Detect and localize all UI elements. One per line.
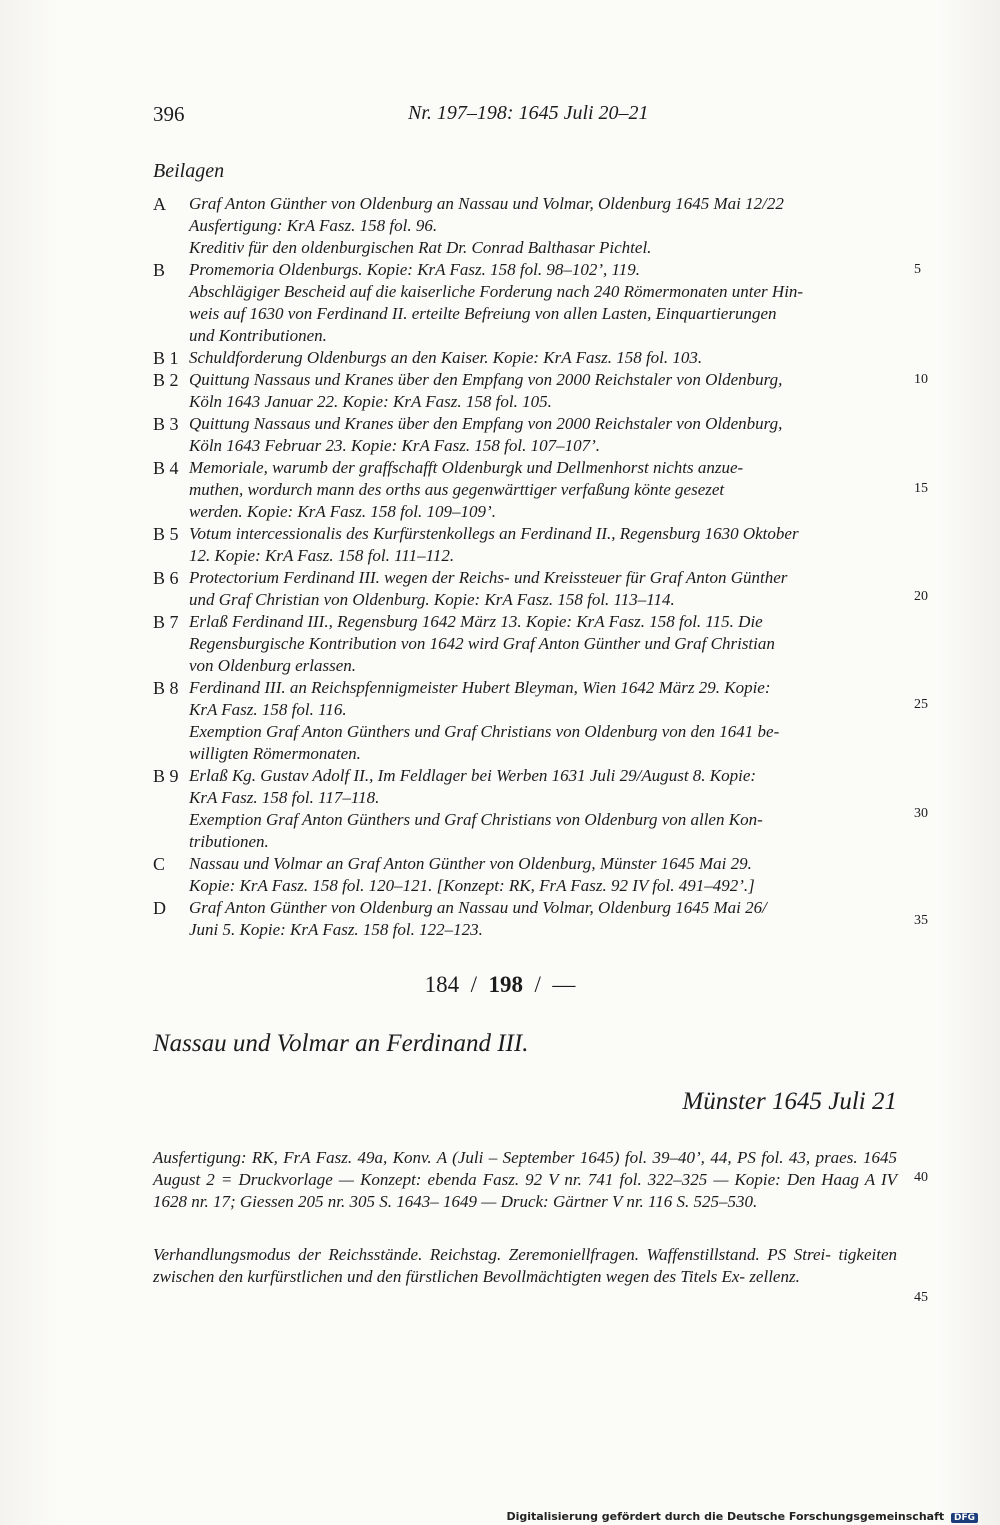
beilage-sigil: B 9 [153, 766, 179, 786]
beilage-sigil: C [153, 854, 166, 874]
beilage-entry [0, 611, 1000, 677]
beilage-entry [0, 523, 1000, 567]
summary-line: zellenz. [749, 1267, 800, 1286]
beilage-text [189, 611, 897, 677]
beilage-line: willigten Römermonaten. [189, 744, 361, 763]
beilage-sigil: B 5 [153, 524, 179, 544]
beilage-text [189, 567, 897, 611]
beilage-line: Erlaß Kg. Gustav Adolf II., Im Feldlager bei Werben 1631 Juli 29/August 8. Kopie: [189, 766, 757, 785]
footer-text: Digitalisierung gefördert durch die Deutsche Forschungsgemeinschaft [506, 1510, 945, 1523]
beilage-entry [0, 677, 1000, 765]
line-number: 20 [914, 589, 928, 604]
beilage-entry [0, 765, 1000, 853]
beilage-line: von Oldenburg erlassen. [189, 656, 356, 675]
document-summary [153, 1244, 897, 1288]
beilage-line: und Graf Christian von Oldenburg. Kopie: KrA Fasz. 158 fol. 113–114. [189, 590, 675, 609]
beilage-text [189, 897, 897, 941]
beilage-line: Köln 1643 Februar 23. Kopie: KrA Fasz. 158 fol. 107–107’. [189, 436, 600, 455]
separator: / [470, 972, 477, 997]
beilage-line: Protectorium Ferdinand III. wegen der Reichs- und Kreissteuer für Graf Anton Günther [189, 568, 788, 587]
document-number-left: 184 [424, 972, 460, 997]
beilage-text [189, 193, 897, 259]
beilage-line: Schuldforderung Oldenburgs an den Kaiser. Kopie: KrA Fasz. 158 fol. 103. [189, 348, 703, 367]
line-number: 30 [914, 806, 928, 821]
separator: / [534, 972, 541, 997]
beilage-line: Quittung Nassaus und Kranes über den Empfang von 2000 Reichstaler von Oldenburg, [189, 414, 783, 433]
beilage-text [189, 523, 897, 567]
beilage-line: werden. Kopie: KrA Fasz. 158 fol. 109–109’. [189, 502, 496, 521]
beilage-line: Votum intercessionalis des Kurfürstenkollegs an Ferdinand II., Regensburg 1630 Oktober [189, 524, 799, 543]
beilage-line: KrA Fasz. 158 fol. 116. [189, 700, 347, 719]
beilage-text [189, 259, 897, 347]
beilage-sigil: A [153, 194, 166, 214]
beilage-line: Kopie: KrA Fasz. 158 fol. 120–121. [Konzept: RK, FrA Fasz. 92 IV fol. 491–492’.] [189, 876, 755, 895]
beilage-line: KrA Fasz. 158 fol. 117–118. [189, 788, 380, 807]
beilage-sigil: B 8 [153, 678, 179, 698]
beilage-line: muthen, wordurch mann des orths aus gegenwärttiger verfaßung könte gesezet [189, 480, 725, 499]
beilage-line: Graf Anton Günther von Oldenburg an Nassau und Volmar, Oldenburg 1645 Mai 12/22 [189, 194, 784, 213]
document-number [0, 972, 1000, 998]
beilage-line: Exemption Graf Anton Günthers und Graf Christians von Oldenburg von allen Kon- [189, 810, 763, 829]
summary-line: Verhandlungsmodus der Reichsstände. Reichstag. Zeremoniellfragen. Waffenstillstand. PS Strei- [153, 1245, 831, 1264]
line-number: 25 [914, 697, 928, 712]
beilage-line: und Kontributionen. [189, 326, 327, 345]
beilage-line: Promemoria Oldenburgs. Kopie: KrA Fasz. 158 fol. 98–102’, 119. [189, 260, 640, 279]
sources-line: fol. 322–325 — Kopie: Den Haag A IV 1628 nr. 17; Giessen 205 nr. 305 S. 1643– [153, 1170, 898, 1211]
beilage-sigil: B 7 [153, 612, 179, 632]
footer-credit [506, 1510, 978, 1523]
sources-line: fol. 43, praes. 1645 August 2 = Druckvorlage — Konzept: ebenda Fasz. 92 V nr. 741 [153, 1148, 898, 1189]
beilage-entry [0, 567, 1000, 611]
beilage-line: Quittung Nassaus und Kranes über den Empfang von 2000 Reichstaler von Oldenburg, [189, 370, 783, 389]
beilage-line: Köln 1643 Januar 22. Kopie: KrA Fasz. 158 fol. 105. [189, 392, 552, 411]
beilage-text [189, 413, 897, 457]
document-number-right: — [552, 972, 576, 997]
beilage-line: Ausfertigung: KrA Fasz. 158 fol. 96. [189, 216, 438, 235]
beilage-entry [0, 369, 1000, 413]
beilage-line: Regensburgische Kontribution von 1642 wird Graf Anton Günther und Graf Christian [189, 634, 775, 653]
beilage-entry [0, 457, 1000, 523]
page-number: 396 [153, 102, 185, 126]
beilage-entry [0, 259, 1000, 347]
beilage-sigil: B 2 [153, 370, 179, 390]
beilage-line: Ferdinand III. an Reichspfennigmeister Hubert Bleyman, Wien 1642 März 29. Kopie: [189, 678, 771, 697]
beilage-sigil: B 6 [153, 568, 179, 588]
summary-line: tigkeiten zwischen den kurfürstlichen und den fürstlichen Bevollmächtigten wegen des Titels Ex- [153, 1245, 897, 1286]
dfg-logo-icon: DFG [951, 1513, 978, 1523]
beilage-line: 12. Kopie: KrA Fasz. 158 fol. 111–112. [189, 546, 455, 565]
beilage-line: Erlaß Ferdinand III., Regensburg 1642 März 13. Kopie: KrA Fasz. 158 fol. 115. Die [189, 612, 763, 631]
running-title: Nr. 197–198: 1645 Juli 20–21 [408, 102, 649, 124]
beilage-sigil: B 4 [153, 458, 179, 478]
beilagen-list [0, 193, 1000, 941]
line-number: 45 [914, 1290, 928, 1305]
sources-line: Ausfertigung: RK, FrA Fasz. 49a, Konv. A (Juli – September 1645) fol. 39–40’, 44, PS [153, 1148, 756, 1167]
line-number: 40 [914, 1170, 928, 1185]
beilage-line: Juni 5. Kopie: KrA Fasz. 158 fol. 122–123. [189, 920, 483, 939]
beilage-line: Graf Anton Günther von Oldenburg an Nassau und Volmar, Oldenburg 1645 Mai 26/ [189, 898, 767, 917]
beilage-line: Exemption Graf Anton Günthers und Graf Christians von Oldenburg von den 1641 be- [189, 722, 780, 741]
document-number-main: 198 [488, 972, 523, 997]
document-place-date: Münster 1645 Juli 21 [682, 1088, 897, 1115]
document-title: Nassau und Volmar an Ferdinand III. [153, 1030, 529, 1057]
beilage-sigil: B 3 [153, 414, 179, 434]
document-sources [153, 1147, 897, 1213]
beilage-entry [0, 897, 1000, 941]
beilage-line: Memoriale, warumb der graffschafft Oldenburgk und Dellmenhorst nichts anzue- [189, 458, 744, 477]
beilage-line: Nassau und Volmar an Graf Anton Günther von Oldenburg, Münster 1645 Mai 29. [189, 854, 752, 873]
beilage-entry [0, 193, 1000, 259]
beilage-line: weis auf 1630 von Ferdinand II. erteilte Befreiung von allen Lasten, Einquartierungen [189, 304, 777, 323]
line-number: 35 [914, 913, 928, 928]
beilage-text [189, 457, 897, 523]
beilage-sigil: D [153, 898, 166, 918]
beilage-entry [0, 347, 1000, 369]
beilage-sigil: B [153, 260, 166, 280]
line-number: 15 [914, 481, 928, 496]
beilage-entry [0, 853, 1000, 897]
beilage-text [189, 369, 897, 413]
beilage-text [189, 765, 897, 853]
beilage-line: Abschlägiger Bescheid auf die kaiserliche Forderung nach 240 Römermonaten unter Hin- [189, 282, 804, 301]
beilage-entry [0, 413, 1000, 457]
beilage-text [189, 677, 897, 765]
line-number: 5 [914, 262, 921, 277]
beilage-line: tributionen. [189, 832, 269, 851]
sources-line: 1649 — Druck: Gärtner V nr. 116 S. 525–530. [442, 1192, 758, 1211]
line-number: 10 [914, 372, 928, 387]
beilagen-heading: Beilagen [153, 160, 225, 182]
beilage-text [189, 347, 897, 369]
beilage-line: Kreditiv für den oldenburgischen Rat Dr. Conrad Balthasar Pichtel. [189, 238, 652, 257]
beilage-sigil: B 1 [153, 348, 179, 368]
beilage-text [189, 853, 897, 897]
